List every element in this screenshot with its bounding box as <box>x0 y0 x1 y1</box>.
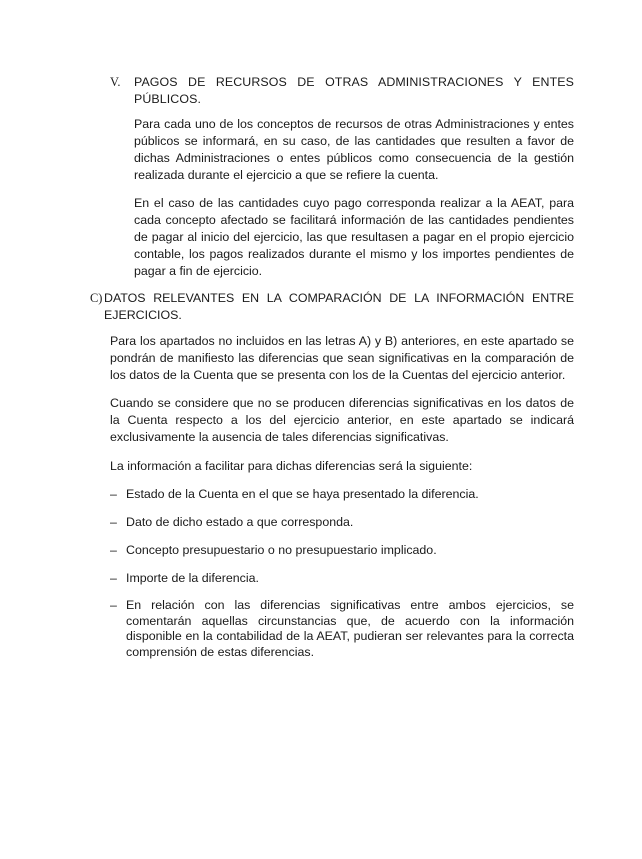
section-v-paragraph-1: Para cada uno de los conceptos de recursos de otras Administraciones y entes públicos se informará, en su caso, de las cantidades que resulten a favor de dichas Administraciones o entes públicos como consecuencia de la gestión realizada durante el ejercicio a que se refiere la cuenta. <box>134 117 574 182</box>
section-c-paragraph-3: La información a facilitar para dichas diferencias será la siguiente: <box>110 459 473 473</box>
list-dash: – <box>110 487 117 501</box>
section-v-heading <box>110 74 574 108</box>
list-item <box>110 570 574 587</box>
list-item-text: Importe de la diferencia. <box>126 571 259 585</box>
section-c-paragraph-2: Cuando se considere que no se producen diferencias significativas en los datos de la Cuenta respecto a los del ejercicio anterior, en este apartado se indicará exclusivamente la ausencia de tales diferencias significativas. <box>110 396 574 444</box>
list-item <box>110 514 574 531</box>
difference-info-list <box>110 486 574 660</box>
list-dash: – <box>110 515 117 529</box>
list-item <box>110 598 574 660</box>
list-dash: – <box>110 598 117 612</box>
section-v-number: V. <box>110 75 121 89</box>
section-c-paragraph-1: Para los apartados no incluidos en las letras A) y B) anteriores, en este apartado se pondrán de manifiesto las diferencias que sean significativas en la comparación de los datos de la Cuenta que se presenta con los de la Cuentas del ejercicio anterior. <box>110 334 574 382</box>
list-item-text: Concepto presupuestario o no presupuestario implicado. <box>126 543 437 557</box>
section-c-heading <box>90 290 574 324</box>
list-item <box>110 486 574 503</box>
list-dash: – <box>110 543 117 557</box>
list-item-text: En relación con las diferencias significativas entre ambos ejercicios, se comentarán aquellas circunstancias que, de acuerdo con la información disponible en la contabilidad de la AEAT, pudieran ser relevantes para la correcta comprensión de estas diferencias. <box>126 598 574 659</box>
section-c-title: DATOS RELEVANTES EN LA COMPARACIÓN DE LA INFORMACIÓN ENTRE EJERCICIOS. <box>104 291 574 322</box>
list-item-text: Estado de la Cuenta en el que se haya presentado la diferencia. <box>126 487 479 501</box>
list-dash: – <box>110 571 117 585</box>
list-item-text: Dato de dicho estado a que corresponda. <box>126 515 354 529</box>
section-v-paragraph-2: En el caso de las cantidades cuyo pago corresponda realizar a la AEAT, para cada concepto afectado se facilitará información de las cantidades pendientes de pagar al inicio del ejercicio, las que resultasen a pagar en el propio ejercicio contable, los pagos realizados durante el mismo y los importes pendientes de pagar a fin de ejercicio. <box>134 196 574 278</box>
section-v-title: PAGOS DE RECURSOS DE OTRAS ADMINISTRACIONES Y ENTES PÚBLICOS. <box>134 75 574 106</box>
section-c-number: C) <box>90 291 103 305</box>
list-item <box>110 542 574 559</box>
